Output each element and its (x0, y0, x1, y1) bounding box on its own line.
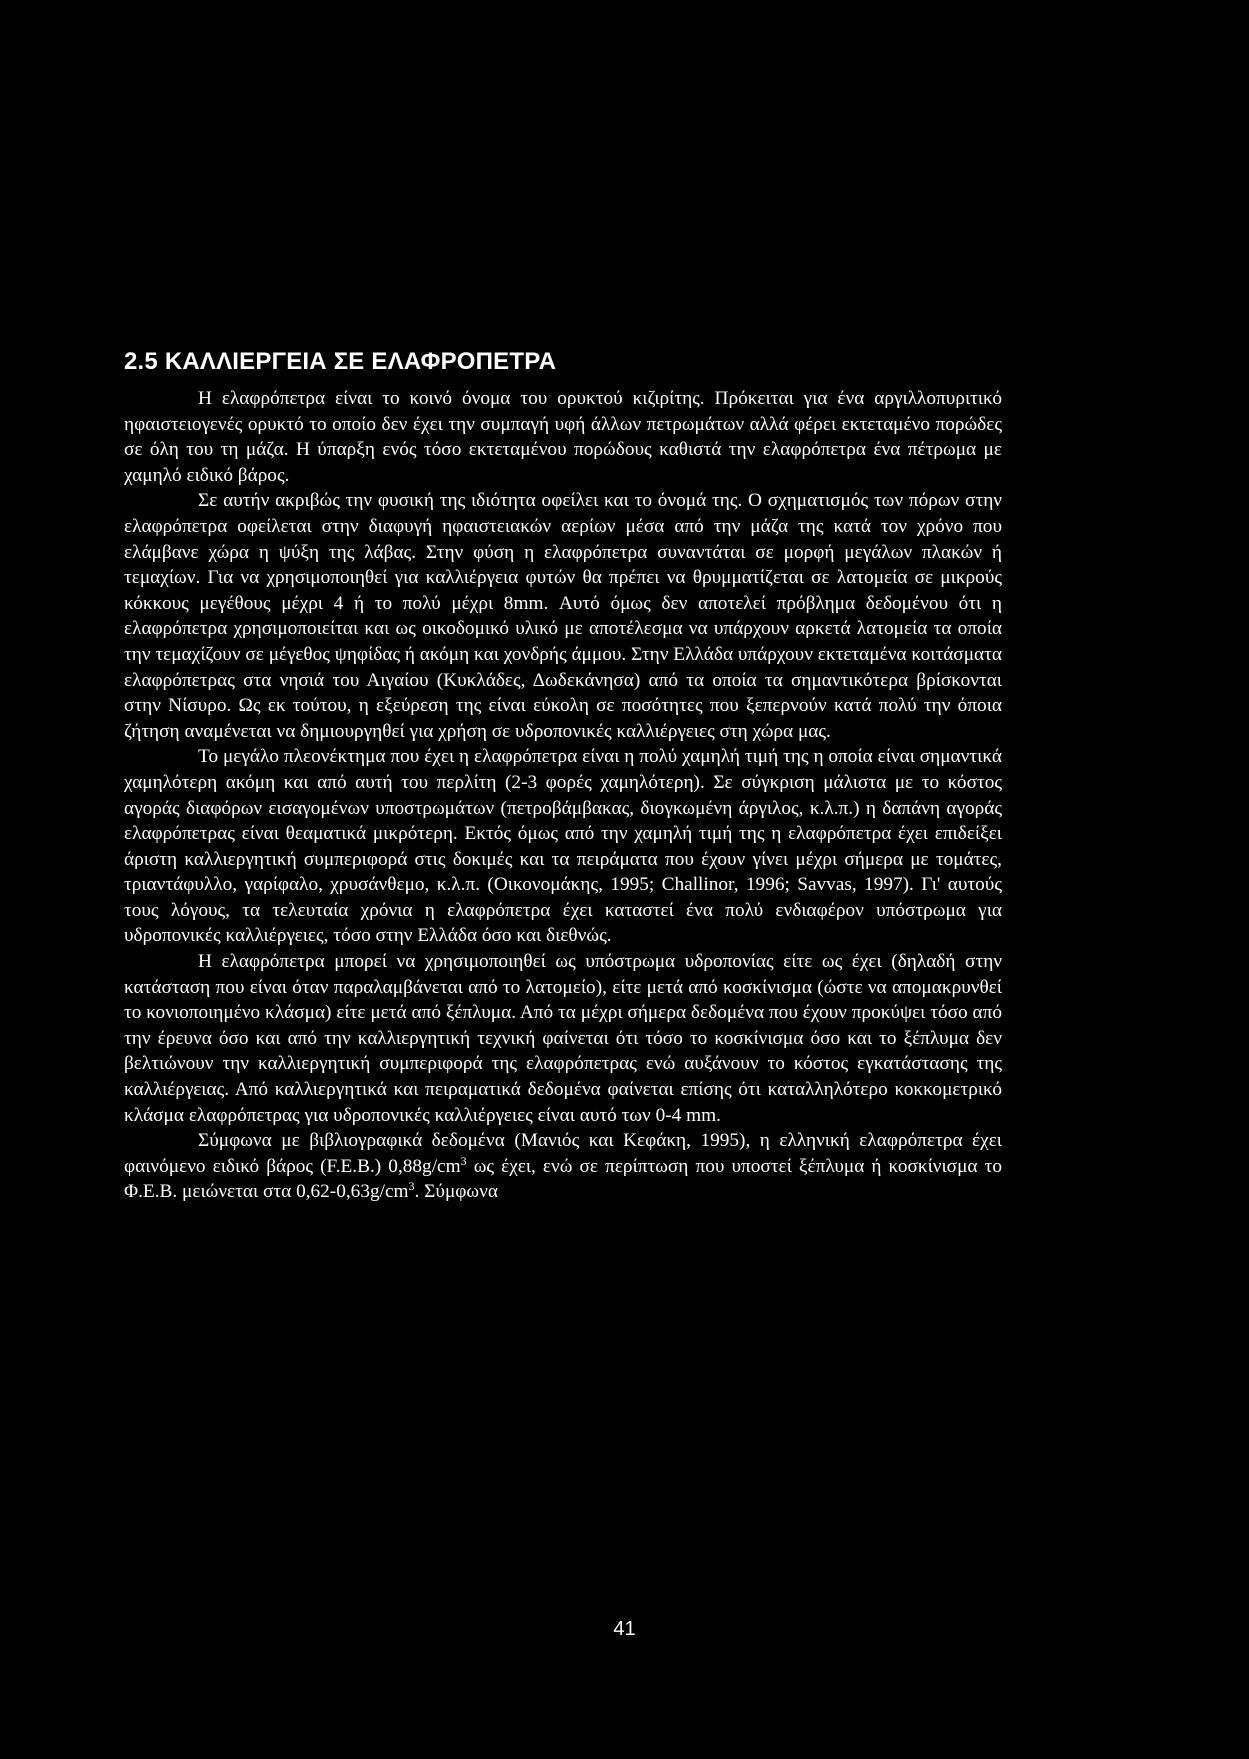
paragraph-1: Η ελαφρόπετρα είναι το κοινό όνομα του ορυκτού κιζιρίτης. Πρόκειται για ένα αργιλλοπυριτικό ηφαιστειογενές ορυκτό το οποίο δεν έχει την συμπαγή υφή άλλων πετρωμάτων αλλά φέρει εκτεταμένο πορώδες σε όλη του τη μάζα. Η ύπαρξη ενός τόσο εκτεταμένου πορώδους καθιστά την ελαφρόπετρα ένα πέτρωμα με χαμηλό ειδικό βάρος. (124, 388, 1002, 486)
superscript-cubed: 3 (460, 1153, 467, 1168)
section-title: 2.5 ΚΑΛΛΙΕΡΓΕΙΑ ΣΕ ΕΛΑΦΡΟΠΕΤΡΑ (124, 348, 557, 375)
superscript-cubed: 3 (408, 1179, 415, 1194)
paragraph-3: Το μεγάλο πλεονέκτημα που έχει η ελαφρόπετρα είναι η πολύ χαμηλή τιμή της η οποία είναι σημαντικά χαμηλότερη ακόμη και από αυτή του περλίτη (2-3 φορές χαμηλότερη). Σε σύγκριση μάλιστα με το κόστος αγοράς διαφόρων εισαγομένων υποστρωμάτων (πετροβάμβακας, διογκωμένη άργιλος, κ.λ.π.) η δαπάνη αγοράς ελαφρόπετρας είναι θεαματικά μικρότερη. Εκτός όμως από την χαμηλή τιμή της η ελαφρόπετρα έχει επιδείξει άριστη καλλιεργητική συμπεριφορά στις δοκιμές και τα πειράματα που έχουν γίνει μέχρι σήμερα με τομάτες, τριαντάφυλλο, γαρίφαλο, χρυσάνθεμο, κ.λ.π. (Οικονομάκης, 1995; Challinor, 1996; Savvas, 1997). Γι' αυτούς τους λόγους, τα τελευταία χρόνια η ελαφρόπετρα έχει καταστεί ένα πολύ ενδιαφέρον υπόστρωμα για υδροπονικές καλλιέργειες, τόσο στην Ελλάδα όσο και διεθνώς. (124, 746, 1002, 947)
paragraph-5-part-2: ως έχει, ενώ σε περίπτωση που υποστεί ξέπλυμα ή κοσκίνισμα το Φ.Ε.Β. μειώνεται στα 0,62-0,63g/cm (124, 1155, 1002, 1203)
page-number: 41 (613, 1618, 636, 1640)
paragraph-2: Σε αυτήν ακριβώς την φυσική της ιδιότητα οφείλει και το όνομά της. Ο σχηματισμός των πόρων στην ελαφρόπετρα οφείλεται στην διαφυγή ηφαιστειακών αερίων μέσα από την μάζα της κατά τον χρόνο που ελάμβανε χώρα η ψύξη της λάβας. Στην φύση η ελαφρόπετρα συναντάται σε μορφή μεγάλων πλακών ή τεμαχίων. Για να χρησιμοποιηθεί για καλλιέργεια φυτών θα πρέπει να θρυμματίζεται σε λατομεία σε μικρούς κόκκους μεγέθους μέχρι 4 ή το πολύ μέχρι 8mm. Αυτό όμως δεν αποτελεί πρόβλημα δεδομένου ότι η ελαφρόπετρα χρησιμοποιείται και ως οικοδομικό υλικό με αποτέλεσμα να υπάρχουν αρκετά λατομεία τα οποία την τεμαχίζουν σε μέγεθος ψηφίδας ή ακόμη και χονδρής άμμου. Στην Ελλάδα υπάρχουν εκτεταμένα κοιτάσματα ελαφρόπετρας στα νησιά του Αιγαίου (Κυκλάδες, Δωδεκάνησα) από τα οποία τα σημαντικότερα βρίσκονται στην Νίσυρο. Ως εκ τούτου, η εξεύρεση της είναι εύκολη σε ποσότητες που ξεπερνούν κατά πολύ την όποια ζήτηση αναμένεται να δημιουργηθεί για χρήση σε υδροπονικές καλλιέργειες στη χώρα μας. (124, 490, 1002, 742)
paragraph-5 (124, 1128, 1002, 1205)
paragraph-5-part-3: . Σύμφωνα (414, 1181, 498, 1203)
paragraph-5-part-1: Σύμφωνα με βιβλιογραφικά δεδομένα (Μανιός και Κεφάκη, 1995), η ελληνική ελαφρόπετρα έχει φαινόμενο ειδικό βάρος (F.E.B.) 0,88g/cm (124, 1130, 1002, 1177)
paragraph-4: Η ελαφρόπετρα μπορεί να χρησιμοποιηθεί ως υπόστρωμα υδροπονίας είτε ως έχει (δηλαδή στην κατάσταση που είναι όταν παραλαμβάνεται από το λατομείο), είτε μετά από κοσκίνισμα (ώστε να απομακρυνθεί το κονιοποιημένο κλάσμα) είτε μετά από ξέπλυμα. Από τα μέχρι σήμερα δεδομένα που έχουν προκύψει τόσο από την έρευνα όσο και από την καλλιεργητική τεχνική φαίνεται ότι τόσο το κοσκίνισμα όσο και το ξέπλυμα δεν βελτιώνουν την καλλιεργητική συμπεριφορά της ελαφρόπετρας ενώ αυξάνουν το κόστος εγκατάστασης της καλλιέργειας. Από καλλιεργητικά και πειραματικά δεδομένα φαίνεται επίσης ότι καταλληλότερο κοκκομετρικό κλάσμα ελαφρόπετρας για υδροπονικές καλλιέργειες είναι αυτό των 0-4 mm. (124, 951, 1002, 1126)
body-text (124, 386, 1002, 1205)
